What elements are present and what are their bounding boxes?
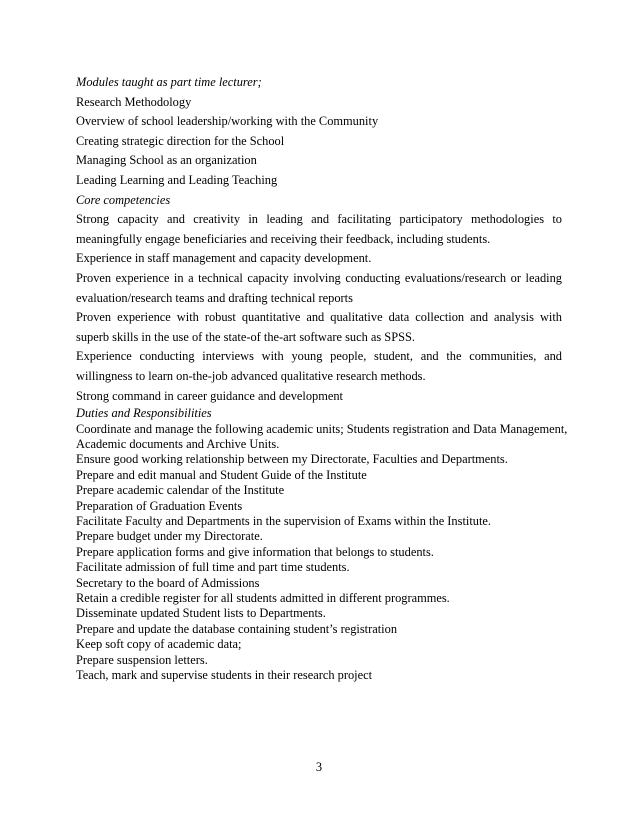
competency-item: Proven experience in a technical capacity involving conducting evaluations/research or leading evaluation/research teams and drafting technical reports [76,270,562,305]
duty-item: Teach, mark and supervise students in their research project [76,668,373,682]
duty-item: Facilitate Faculty and Departments in the supervision of Exams within the Institute. [76,513,492,528]
module-item: Research Methodology [76,94,192,109]
duty-item: Preparation of Graduation Events [76,498,243,513]
duty-item: Prepare budget under my Directorate. [76,529,263,544]
competencies-heading: Core competencies [76,192,171,207]
duty-item: Disseminate updated Student lists to Departments. [76,606,326,621]
duty-item: Prepare application forms and give information that belongs to students. [76,544,434,559]
page-number: 3 [315,760,323,774]
duty-item: Prepare and edit manual and Student Guide of the Institute [76,467,367,482]
competency-item: Strong capacity and creativity in leading and facilitating participatory methodologies to meaningfully engage beneficiaries and receiving their feedback, including students. [76,212,562,246]
module-item: Creating strategic direction for the School [76,133,285,148]
duties-heading: Duties and Responsibilities [76,406,212,421]
duty-item: Academic documents and Archive Units. [76,436,280,451]
competency-item: Proven experience with robust quantitative and qualitative data collection and analysis with superb skills in the use of the state-of the-art software such as SPSS. [76,310,562,344]
duty-item: Secretary to the board of Admissions [76,575,260,590]
duty-item: Prepare academic calendar of the Institute [76,483,285,498]
duty-item: Facilitate admission of full time and part time students. [76,560,350,575]
page-content [76,73,568,683]
duty-item: Prepare and update the database containing student’s registration [76,621,398,636]
duty-item: Coordinate and manage the following academic units; Students registration and Data Management, [76,421,568,436]
duty-item: Keep soft copy of academic data; [76,637,242,652]
module-item: Overview of school leadership/working with the Community [76,114,379,129]
duty-item: Retain a credible register for all students admitted in different programmes. [76,590,450,605]
duties-section [76,406,568,683]
competency-item: Experience conducting interviews with young people, student, and the communities, and willingness to learn on-the-job advanced qualitative research methods. [76,349,562,383]
competencies-section [76,191,562,407]
competency-item: Strong command in career guidance and development [76,388,343,403]
modules-heading: Modules taught as part time lecturer; [76,75,262,89]
module-item: Leading Learning and Leading Teaching [76,172,278,187]
modules-section [76,73,562,191]
module-item: Managing School as an organization [76,153,257,168]
duty-item: Ensure good working relationship between my Directorate, Faculties and Departments. [76,452,508,467]
duty-item: Prepare suspension letters. [76,652,208,667]
competency-item: Experience in staff management and capacity development. [76,251,372,266]
